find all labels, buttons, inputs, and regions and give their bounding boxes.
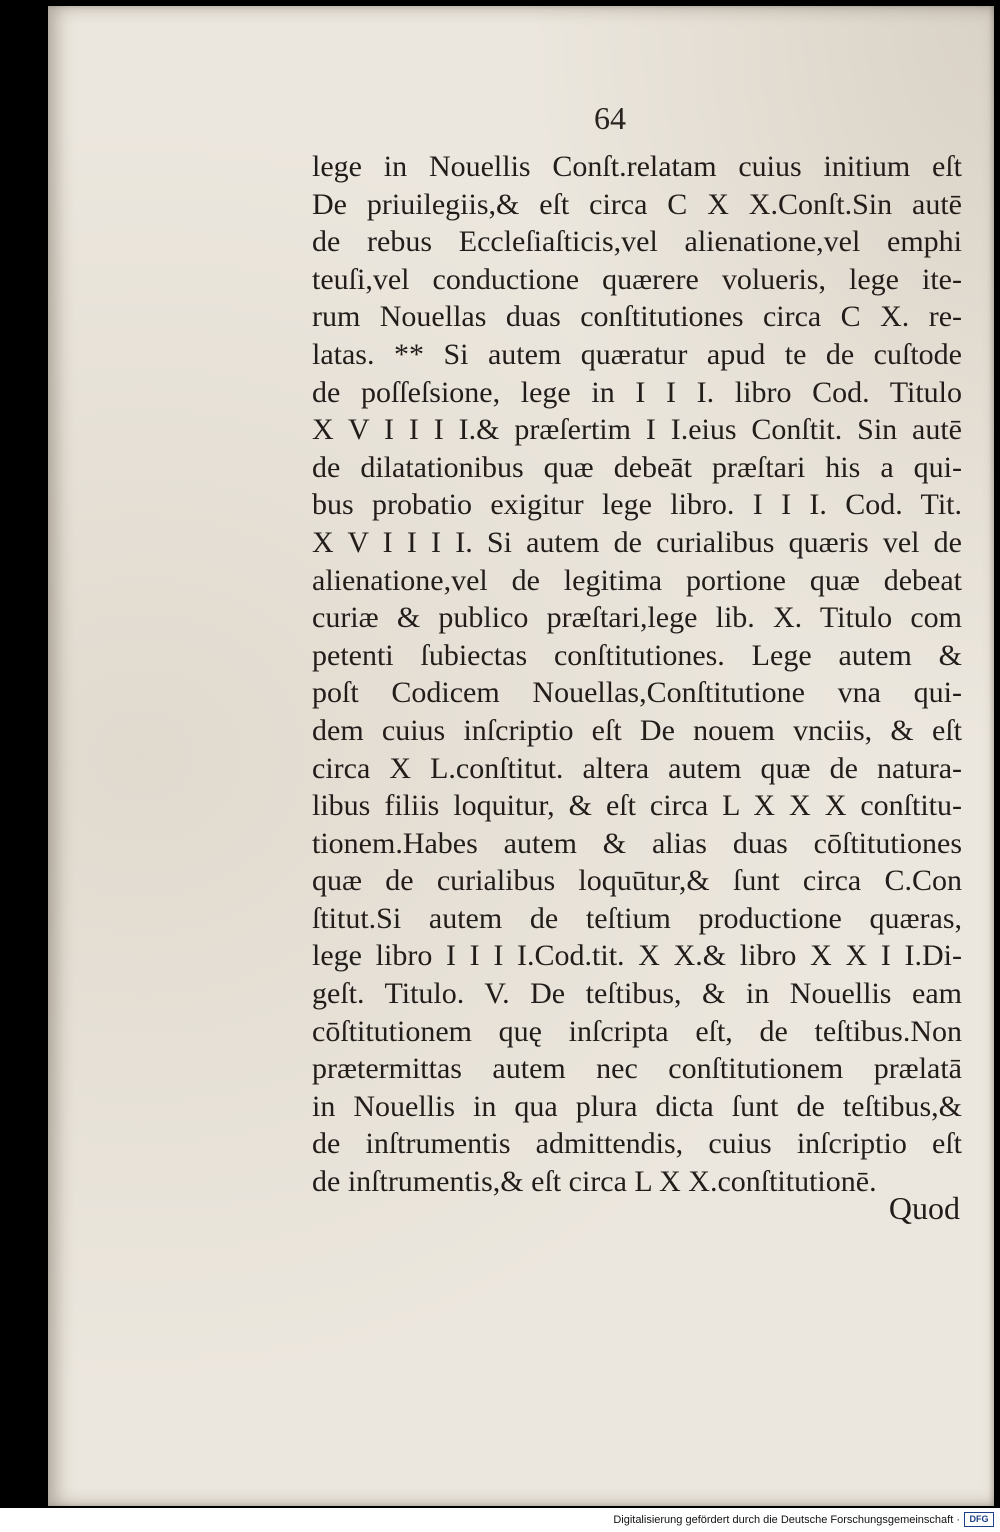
text-line: in Nouellis in qua plura dicta ſunt de teſtibus,& <box>312 1089 962 1123</box>
text-line: geſt. Titulo. V. De teſtibus, & in Nouellis eam <box>312 977 962 1011</box>
text-line: rum Nouellas duas conſtitutiones circa C X. re- <box>312 300 962 334</box>
text-line: de inſtrumentis admittendis, cuius inſcriptio eſt <box>312 1127 962 1161</box>
text-line: lege in Nouellis Conſt.relatam cuius initium eſt <box>312 150 962 183</box>
body-text <box>312 148 962 1201</box>
text-line: cōſtitutionem quę inſcripta eſt, de teſtibus.Non <box>312 1014 962 1048</box>
text-line: circa X L.conſtitut. altera autem quæ de natura- <box>312 751 962 785</box>
text-line: latas. ** Si autem quæratur apud te de cuſtode <box>312 337 962 371</box>
catchword: Quod <box>888 1190 960 1226</box>
text-line: lege libro I I I I.Cod.tit. X X.& libro X X I I.Di- <box>312 939 962 973</box>
text-line: curiæ & publico præſtari,lege lib. X. Titulo com <box>312 601 962 635</box>
text-line: quæ de curialibus loquūtur,& ſunt circa C.Con <box>312 864 962 898</box>
footer-bar <box>0 1508 1000 1532</box>
text-line: X V I I I I. Si autem de curialibus quæris vel de <box>312 525 962 559</box>
text-line: prætermittas autem nec conſtitutionem prælatā <box>312 1052 962 1086</box>
text-line: de rebus Eccleſiaſticis,vel alienatione,vel emphi <box>312 225 962 259</box>
page-number: 64 <box>594 100 626 136</box>
text-line: petenti ſubiectas conſtitutiones. Lege autem & <box>312 638 962 672</box>
text-line: X V I I I I.& præſertim I I.eius Conſtit. Sin autē <box>312 413 962 447</box>
text-line: dem cuius inſcriptio eſt De nouem vnciis, & eſt <box>312 713 962 747</box>
text-line: de dilatationibus quæ debeāt præſtari his a qui- <box>312 450 962 484</box>
text-line: poſt Codicem Nouellas,Conſtitutione vna qui- <box>312 676 962 710</box>
text-line: ſtitut.Si autem de teſtium productione quæras, <box>312 901 962 935</box>
text-line: bus probatio exigitur lege libro. I I I. Cod. Tit. <box>312 488 962 522</box>
dfg-logo-icon: DFG <box>964 1512 994 1527</box>
text-line: De priuilegiis,& eſt circa C X X.Conſt.Sin autē <box>312 187 962 221</box>
text-line: libus filiis loquitur, & eſt circa L X X X conſtitu- <box>312 789 962 823</box>
footer-credit: Digitalisierung gefördert durch die Deutsche Forschungsgemeinschaft · <box>613 1514 960 1526</box>
text-line: teuſi,vel conductione quærere volueris, lege ite- <box>312 262 962 296</box>
text-line: de inſtrumentis,& eſt circa L X X.conſtitutionē. <box>312 1165 877 1199</box>
text-line: tionem.Habes autem & alias duas cōſtitutiones <box>312 826 962 860</box>
text-line: alienatione,vel de legitima portione quæ debeat <box>312 563 962 597</box>
text-line: de poſſeſsione, lege in I I I. libro Cod. Titulo <box>312 375 962 409</box>
